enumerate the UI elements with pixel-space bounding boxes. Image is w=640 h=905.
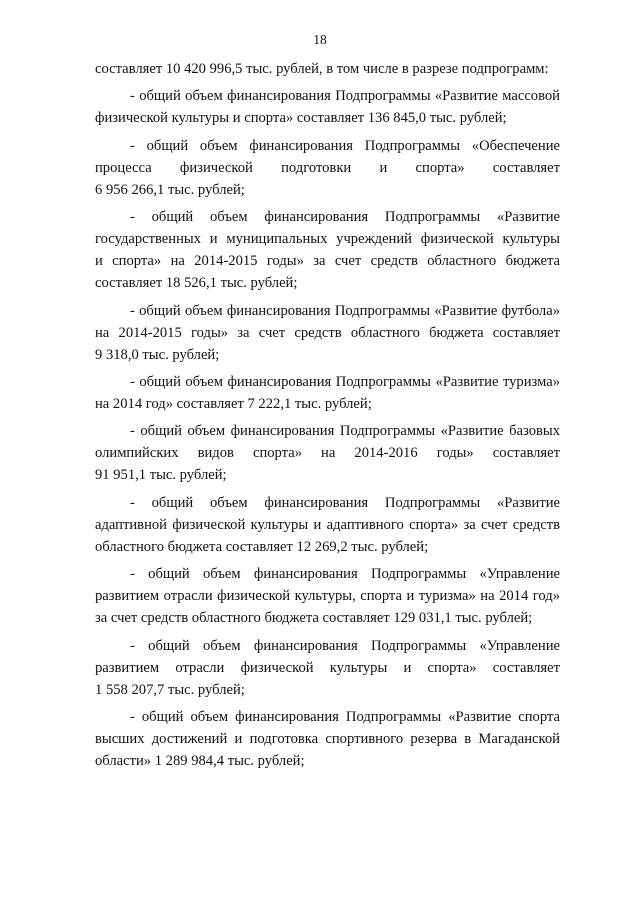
text-line: 91 951,1 тыс. рублей; bbox=[95, 467, 227, 484]
paragraph bbox=[95, 420, 560, 486]
text-line: развитием отрасли физической культуры и спорта» составляет bbox=[95, 659, 560, 676]
document-body bbox=[95, 58, 560, 772]
paragraph bbox=[95, 85, 560, 129]
text-line: за счет средств областного бюджета составляет 129 031,1 тыс. рублей; bbox=[95, 610, 533, 627]
text-line: составляет 18 526,1 тыс. рублей; bbox=[95, 275, 298, 292]
text-line: области» 1 289 984,4 тыс. рублей; bbox=[95, 752, 305, 769]
paragraph bbox=[95, 563, 560, 629]
text-line: областного бюджета составляет 12 269,2 тыс. рублей; bbox=[95, 538, 429, 555]
text-line: - общий объем финансирования Подпрограммы «Управление bbox=[130, 637, 560, 654]
text-line: процесса физической подготовки и спорта» составляет bbox=[95, 159, 560, 176]
paragraph bbox=[95, 135, 560, 201]
text-line: олимпийских видов спорта» на 2014-2016 годы» составляет bbox=[95, 445, 560, 462]
text-line: - общий объем финансирования Подпрограммы «Развитие bbox=[130, 209, 560, 226]
text-line: - общий объем финансирования Подпрограммы «Развитие спорта bbox=[130, 708, 560, 725]
text-line: - общий объем финансирования Подпрограммы «Развитие футбола» bbox=[130, 302, 560, 319]
paragraph bbox=[95, 300, 560, 366]
paragraph bbox=[95, 371, 560, 415]
text-line: 9 318,0 тыс. рублей; bbox=[95, 346, 220, 363]
paragraph bbox=[95, 635, 560, 701]
paragraph bbox=[95, 706, 560, 772]
text-line: высших достижений и подготовка спортивного резерва в Магаданской bbox=[95, 730, 560, 747]
text-line: физической культуры и спорта» составляет 136 845,0 тыс. рублей; bbox=[95, 110, 507, 127]
text-line: - общий объем финансирования Подпрограммы «Управление bbox=[130, 566, 560, 583]
text-line: и спорта» на 2014-2015 годы» за счет средств областного бюджета bbox=[95, 253, 560, 270]
text-line: составляет 10 420 996,5 тыс. рублей, в том числе в разрезе подпрограмм: bbox=[95, 61, 549, 77]
text-line: 1 558 207,7 тыс. рублей; bbox=[95, 681, 245, 698]
text-line: - общий объем финансирования Подпрограммы «Развитие базовых bbox=[130, 423, 560, 440]
text-line: на 2014-2015 годы» за счет средств областного бюджета составляет bbox=[95, 324, 560, 341]
text-line: на 2014 год» составляет 7 222,1 тыс. рублей; bbox=[95, 395, 372, 412]
text-line: - общий объем финансирования Подпрограммы «Развитие bbox=[130, 494, 560, 511]
text-line: развитием отрасли физической культуры, спорта и туризма» на 2014 год» bbox=[95, 588, 560, 605]
paragraph bbox=[95, 206, 560, 294]
text-line: адаптивной физической культуры и адаптивного спорта» за счет средств bbox=[95, 516, 560, 533]
page-number: 18 bbox=[313, 32, 327, 47]
text-line: государственных и муниципальных учреждений физической культуры bbox=[95, 231, 560, 248]
paragraph bbox=[95, 492, 560, 558]
text-line: - общий объем финансирования Подпрограммы «Обеспечение bbox=[130, 137, 560, 154]
text-line: - общий объем финансирования Подпрограммы «Развитие массовой bbox=[130, 88, 560, 105]
paragraph bbox=[95, 58, 560, 80]
text-line: - общий объем финансирования Подпрограммы «Развитие туризма» bbox=[130, 373, 560, 390]
text-line: 6 956 266,1 тыс. рублей; bbox=[95, 181, 245, 198]
